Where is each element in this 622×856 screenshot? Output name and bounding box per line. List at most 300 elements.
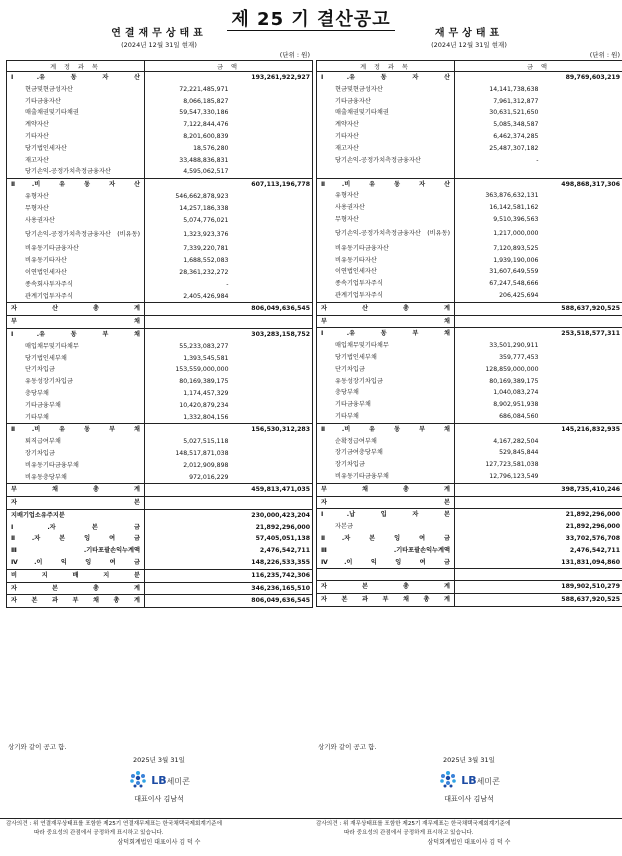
detail-amount-cell [145,569,231,582]
total-amount-cell [231,119,313,131]
total-amount-cell [231,226,313,243]
detail-amount-cell: 686,084,560 [499,413,539,421]
total-amount-cell [231,341,313,353]
account-cell: 매입채무및기타채무 [7,341,145,353]
detail-amount-cell [455,302,541,315]
total-amount-cell [231,388,313,400]
total-amount-cell [541,84,622,96]
balance-sheet-table [6,60,313,608]
table-row [7,203,313,215]
table-row [317,155,622,167]
account-cell: 기타금융부채 [317,399,455,411]
account-cell: Ⅱ.자 본 잉 여 금 [7,533,145,545]
account-cell: Ⅰ.납 입 자 본 [317,509,455,521]
account-cell: 당기손익-공정가치측정금융자산 [7,166,145,178]
table-row [7,166,313,178]
table-row [7,179,313,191]
detail-amount-cell: 2,405,426,984 [183,292,229,300]
detail-amount-cell: 206,425,694 [499,292,539,300]
account-cell: 기타금융부채 [7,400,145,412]
detail-amount-cell [455,72,541,84]
account-cell: 유형자산 [317,190,455,202]
total-amount-cell [231,191,313,203]
table-row [317,166,622,178]
detail-amount-cell: 546,662,878,923 [175,192,229,200]
total-amount-cell [231,267,313,279]
total-amount-cell [231,131,313,143]
divider [0,818,622,819]
account-cell: 사용권자산 [317,202,455,214]
total-amount-cell [231,472,313,484]
table-row [317,593,622,606]
total-amount-cell: 156,530,312,283 [231,424,313,436]
table-row [317,107,622,119]
detail-amount-cell: 972,016,229 [189,473,229,481]
detail-amount-cell [455,423,541,435]
panel-heading: 재무상태표 [434,28,504,39]
detail-amount-cell [455,178,541,190]
account-cell: 자 산 총 계 [317,302,455,315]
account-cell: 재고자산 [317,143,455,155]
detail-amount-cell: 1,332,804,156 [183,413,229,421]
total-amount-cell [231,460,313,472]
column-header-amount: 금 액 [455,61,622,72]
total-amount-cell [231,436,313,448]
table-row [317,483,622,496]
total-amount-cell: 131,831,094,860 [561,558,621,566]
account-cell: 기타자산 [7,131,145,143]
table-row [7,376,313,388]
table-row [317,459,622,471]
account-cell: Ⅰ.유 동 부 채 [7,328,145,340]
total-amount-cell [231,279,313,291]
account-cell: 비유동기타금융자산 [7,243,145,255]
account-cell: 비유동기타자산 [317,255,455,267]
total-amount-cell: 588,637,920,525 [541,593,622,606]
auditor-signature: 삼덕회계법인 대표이사 김 덕 수 [427,839,511,846]
table-body [317,72,622,607]
right-signature-block [316,742,622,805]
detail-amount-cell: 33,488,836,831 [179,156,229,164]
total-amount-cell: 89,769,603,219 [565,74,621,81]
total-amount-cell: 2,476,542,711 [569,546,621,554]
account-cell: 자 본 총 계 [317,581,455,594]
balance-sheet-table [316,60,622,607]
account-cell: 유동성장기차입금 [7,376,145,388]
table-body [7,72,313,608]
total-amount-cell [231,497,313,510]
detail-amount-cell: 529,845,844 [499,449,539,457]
table-row [7,291,313,303]
account-cell [317,569,455,581]
table-row [7,545,313,557]
total-amount-cell [541,340,622,352]
account-cell: 당기법인세부채 [7,353,145,365]
account-cell: 자 산 총 계 [7,303,145,316]
total-amount-cell [231,400,313,412]
detail-amount-cell [455,496,541,509]
detail-amount-cell: 9,510,396,563 [493,216,539,224]
audit-opinion-line: 따라 중요성의 관점에서 공정하게 표시하고 있습니다. [34,829,164,836]
audit-opinion-line: 감사의견 : 위 연결재무상태표를 포함한 제25기 연결재무제표는 한국채택국제회계기준에 [6,821,222,827]
detail-amount-cell: 16,142,581,162 [489,204,539,212]
total-amount-cell [541,496,622,509]
table-header-row [317,61,622,72]
column-header-account: 계 정 과 목 [7,61,145,72]
account-cell: 충당부채 [7,388,145,400]
column-header-account: 계 정 과 목 [317,61,455,72]
table-row [317,315,622,328]
total-amount-cell [541,290,622,302]
detail-amount-cell: 5,027,515,118 [183,438,229,446]
account-cell: 현금및현금성자산 [317,84,455,96]
account-cell: 당기손익-공정가치측정금융자산 (비유동) [317,226,455,243]
total-amount-cell [231,316,313,329]
detail-amount-cell: 12,796,123,549 [489,473,539,480]
panel-subheading: (2024년 12월 31일 현재) [121,41,197,49]
total-amount-cell [541,278,622,290]
table-row [7,522,313,534]
total-amount-cell [541,166,622,178]
table-row [7,364,313,376]
account-cell: 매출채권및기타채권 [7,107,145,119]
total-amount-cell: 148,226,533,355 [251,559,311,567]
detail-amount-cell [145,545,231,557]
table-row [7,107,313,119]
detail-amount-cell: 8,201,600,839 [183,132,229,140]
table-row [7,267,313,279]
total-amount-cell: 33,702,576,708 [565,534,621,542]
table-row [7,353,313,365]
account-cell: 비유동충당부채 [7,472,145,484]
account-cell: 장기금여충당부채 [317,447,455,459]
detail-amount-cell [145,424,231,436]
table-row [7,472,313,484]
account-cell: 당기법인세부채 [317,352,455,364]
account-cell: 현금및현금성자산 [7,84,145,96]
total-amount-cell: 57,405,051,138 [255,535,311,543]
table-row [317,255,622,267]
table-row [317,340,622,352]
table-row [317,436,622,448]
total-amount-cell [541,376,622,388]
detail-amount-cell [145,533,231,545]
total-amount-cell [231,376,313,388]
detail-amount-cell: 1,040,083,274 [493,389,539,397]
detail-amount-cell: 148,517,871,038 [175,449,229,457]
account-cell: 자 본 총 계 [7,582,145,595]
consolidated-balance-sheet-panel [6,28,312,608]
total-amount-cell [541,411,622,423]
account-cell: 부 채 [7,316,145,329]
account-cell: Ⅳ.이 익 잉 여 금 [317,557,455,569]
account-cell: Ⅲ.기타포괄손익누계액 [7,545,145,557]
account-cell: 매출채권및기타채권 [317,107,455,119]
detail-amount-cell [455,545,541,557]
table-row [7,448,313,460]
total-amount-cell [231,291,313,303]
account-cell: 종속기업투자주식 [317,278,455,290]
account-cell: 종속회사투자주식 [7,279,145,291]
account-cell: 기타금융자산 [317,96,455,108]
detail-amount-cell: 359,777,453 [499,354,539,362]
account-cell: 자 본 [7,497,145,510]
account-cell: 기타부채 [7,412,145,424]
detail-amount-cell [455,166,541,178]
detail-amount-cell [145,595,231,608]
total-amount-cell: 806,049,636,545 [231,595,313,608]
account-cell: Ⅰ.유 동 부 채 [317,328,455,340]
table-row [317,190,622,202]
account-cell: 계약자산 [317,119,455,131]
total-amount-cell [541,155,622,167]
account-cell: 유형자산 [7,191,145,203]
detail-amount-cell: 153,559,000,000 [175,366,229,374]
table-row [7,215,313,227]
table-row [7,316,313,329]
detail-amount-cell [145,522,231,534]
total-amount-cell [541,387,622,399]
total-amount-cell [541,119,622,131]
account-cell: 퇴직급여부채 [7,436,145,448]
account-cell: 비유동기타금융자산 [317,243,455,255]
account-cell: 기타부채 [317,411,455,423]
total-amount-cell: 21,892,296,000 [255,523,311,531]
detail-amount-cell: 33,501,290,911 [489,342,539,350]
total-amount-cell: 588,637,920,525 [541,302,622,315]
detail-amount-cell: - [536,156,539,164]
total-amount-cell [231,215,313,227]
total-amount-cell [231,203,313,215]
panel-heading: 연결재무상태표 [111,28,207,39]
detail-amount-cell: 7,961,312,877 [493,97,539,105]
total-amount-cell [541,107,622,119]
table-row [7,582,313,595]
account-cell: 장기차입금 [317,459,455,471]
table-row [317,569,622,581]
table-row [317,364,622,376]
total-amount-cell [541,190,622,202]
account-cell: Ⅱ.비 유 동 자 산 [7,179,145,191]
total-amount-cell: 21,892,296,000 [565,523,621,531]
account-cell: 이연법인세자산 [7,267,145,279]
account-cell: Ⅳ.이 익 잉 여 금 [7,557,145,569]
total-amount-cell [541,243,622,255]
account-cell: 충당부채 [317,387,455,399]
detail-amount-cell [455,521,541,533]
total-amount-cell [541,399,622,411]
table-row [317,131,622,143]
account-cell: Ⅱ.비 유 동 부 채 [7,424,145,436]
table-row [317,557,622,569]
detail-amount-cell: 31,607,649,559 [489,268,539,276]
total-amount-cell [541,569,622,581]
table-row [317,545,622,557]
auditor-signature: 삼덕회계법인 대표이사 김 덕 수 [117,839,201,846]
detail-amount-cell: 4,595,062,517 [183,168,229,176]
total-amount-cell [541,352,622,364]
table-row [317,278,622,290]
account-cell [317,166,455,178]
company-logo [6,767,312,793]
table-row [317,119,622,131]
table-row [317,423,622,435]
total-amount-cell [541,315,622,328]
notice-date: 2025년 3월 31일 [133,756,185,764]
detail-amount-cell: 72,221,485,971 [179,85,229,93]
account-cell: 자 본 과 부 채 총 계 [7,595,145,608]
total-amount-cell: 607,113,196,778 [231,179,313,191]
table-row [7,72,313,84]
detail-amount-cell: 8,066,185,827 [183,97,229,105]
table-row [317,376,622,388]
total-amount-cell: 459,813,471,035 [231,484,313,497]
detail-amount-cell: 28,361,232,272 [179,268,229,276]
total-amount-cell [231,84,313,96]
detail-amount-cell [145,484,231,497]
detail-amount-cell [455,569,541,581]
detail-amount-cell [455,315,541,328]
account-cell: 비 지 배 지 분 [7,569,145,582]
detail-amount-cell: 4,167,282,504 [493,437,539,445]
table-row [7,400,313,412]
detail-amount-cell [455,483,541,496]
total-amount-cell: 145,216,832,935 [541,423,622,435]
table-row [317,471,622,483]
total-amount-cell: 346,236,165,510 [231,582,313,595]
table-row [7,460,313,472]
total-amount-cell: 253,518,577,311 [561,330,621,338]
detail-amount-cell: 59,547,330,186 [179,109,229,117]
detail-amount-cell [145,509,231,521]
detail-amount-cell: 7,120,893,525 [493,244,539,252]
total-amount-cell [231,243,313,255]
account-cell: 당기손익-공정가치측정금융자산 (비유동) [7,226,145,243]
detail-amount-cell: 5,085,348,587 [493,121,539,129]
detail-amount-cell: 5,074,776,021 [183,216,229,224]
detail-amount-cell: 80,169,389,175 [179,378,229,386]
detail-amount-cell [455,593,541,606]
table-row [7,226,313,243]
total-amount-cell: 230,000,423,204 [251,511,311,519]
table-row [7,569,313,582]
detail-amount-cell: 8,902,951,938 [493,401,539,409]
total-amount-cell [231,412,313,424]
total-amount-cell [231,96,313,108]
table-row [7,436,313,448]
detail-amount-cell [145,303,231,316]
total-amount-cell [231,107,313,119]
table-row [7,484,313,497]
table-header-row [7,61,313,72]
table-row [317,328,622,340]
table-row [7,119,313,131]
table-row [317,214,622,226]
total-amount-cell: 193,261,922,927 [251,74,311,81]
account-cell: 부 채 총 계 [7,484,145,497]
detail-amount-cell [145,582,231,595]
account-cell: 관계기업투자주식 [317,290,455,302]
total-amount-cell [541,226,622,243]
total-amount-cell [541,96,622,108]
detail-amount-cell [455,328,541,340]
account-cell: 사용권자산 [7,215,145,227]
account-cell: 비유동기타금융부채 [7,460,145,472]
unit-label: (단위 : 원) [279,51,310,59]
detail-amount-cell: 1,323,923,376 [183,230,229,238]
table-row [317,202,622,214]
table-row [317,266,622,278]
total-amount-cell [541,266,622,278]
detail-amount-cell [145,557,231,569]
table-row [7,509,313,521]
audit-opinion-line: 따라 중요성의 관점에서 공정하게 표시하고 있습니다. [344,829,474,836]
detail-amount-cell: 363,876,632,131 [485,192,539,200]
detail-amount-cell: 18,576,280 [193,144,229,152]
detail-amount-cell: 14,257,186,338 [179,204,229,212]
total-amount-cell [541,214,622,226]
detail-amount-cell [145,497,231,510]
table-row [7,143,313,155]
total-amount-cell: 116,235,742,306 [231,569,313,582]
detail-amount-cell [145,72,231,84]
account-cell: 비유동기타금융부채 [317,471,455,483]
total-amount-cell [541,255,622,267]
total-amount-cell: 398,735,410,246 [541,483,622,496]
account-cell: 관계기업투자주식 [7,291,145,303]
account-cell: 무형자산 [7,203,145,215]
logo-wordmark: LB세미콘 [461,773,500,787]
account-cell: 재고자산 [7,155,145,167]
detail-amount-cell: 1,174,457,329 [183,389,229,397]
total-amount-cell: 21,892,296,000 [565,511,621,519]
audit-opinion-line: 감사의견 : 위 재무상태표를 포함한 제25기 재무제표는 한국채택국제회계기준에 [316,821,511,827]
account-cell: 지배기업소유주지분 [7,509,145,521]
detail-amount-cell: 6,462,374,285 [493,132,539,140]
detail-amount-cell: - [226,280,229,288]
account-cell: 자 본 [317,496,455,509]
account-cell: Ⅰ.유 동 자 산 [7,72,145,84]
total-amount-cell [231,255,313,267]
table-row [317,447,622,459]
table-row [317,387,622,399]
table-row [317,581,622,594]
detail-amount-cell: 10,420,879,234 [179,401,229,409]
account-cell: 매입채무및기타채무 [317,340,455,352]
detail-amount-cell: 7,122,844,476 [183,121,229,129]
total-amount-cell [541,143,622,155]
table-row [7,557,313,569]
ceo-name: 대표이사 김남석 [134,795,184,803]
dot-cluster-icon [128,770,148,790]
logo-wordmark: LB세미콘 [151,773,190,787]
account-cell: Ⅱ.비 유 동 부 채 [317,423,455,435]
table-row [317,72,622,84]
table-row [7,131,313,143]
total-amount-cell [541,471,622,483]
account-cell: 기타자산 [317,131,455,143]
table-row [317,178,622,190]
detail-amount-cell: 1,217,000,000 [493,230,539,238]
account-cell: 무형자산 [317,214,455,226]
detail-amount-cell: 25,487,307,182 [489,144,539,152]
account-cell: 부 채 [317,315,455,328]
total-amount-cell [541,364,622,376]
detail-amount-cell [455,557,541,569]
total-amount-cell [231,353,313,365]
account-cell: 단기차입금 [7,364,145,376]
table-row [317,226,622,243]
